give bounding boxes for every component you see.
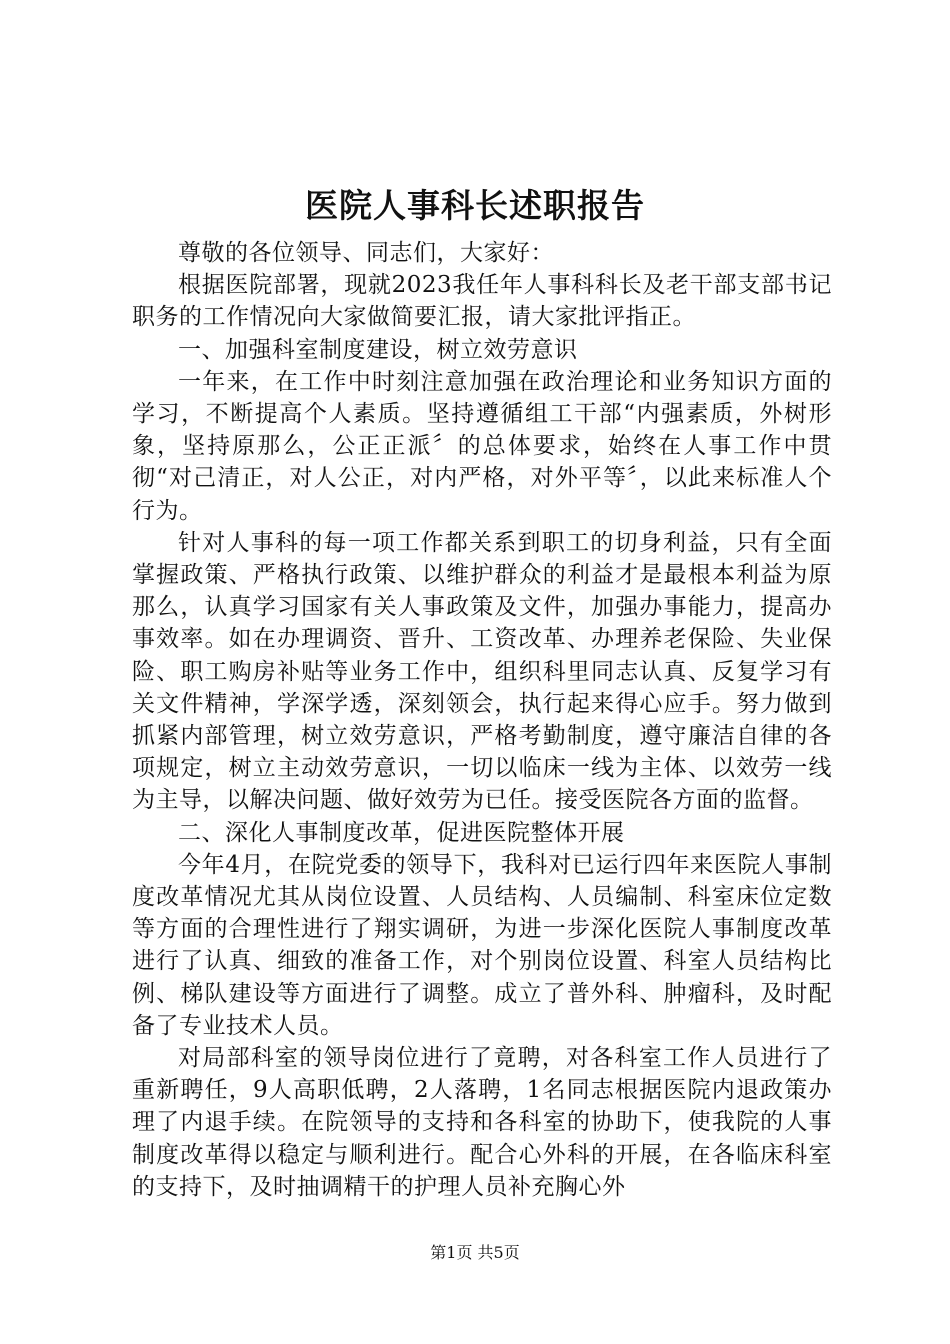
paragraph-reform: 今年4月，在院党委的领导下，我科对已运行四年来医院人事制度改革情况尤其从岗位设置、人员结构、人员编制、科室床位定数等方面的合理性进行了翔实调研，为进一步深化医院人事制度改革进行了认真、细致的准备工作，对个别岗位设置、科室人员结构比例、梯队建设等方面进行了调整。成立了普外科、肿瘤科，及时配备了专业技术人员。 [132,851,832,1039]
paragraph-appointments: 对局部科室的领导岗位进行了竟聘，对各科室工作人员进行了重新聘任，9人高职低聘，2人落聘，1名同志根据医院内退政策办理了内退手续。在院领导的支持和各科室的协助下，使我院的人事制度改革得以稳定与顺利进行。配合心外科的开展，在各临床科室的支持下，及时抽调精干的护理人员补充胸心外 [132,1045,832,1200]
page-number-footer: 第1页 共5页 [430,1243,520,1262]
paragraph-study: 一年来，在工作中时刻注意加强在政治理论和业务知识方面的学习，不断提高个人素质。坚持遵循组工干部“内强素质，外树形象，坚持原那么，公正正派〞的总体要求，始终在人事工作中贯彻“对己清正，对人公正，对内严格，对外平等〞，以此来标准人个行为。 [132,368,832,524]
document-title: 医院人事科长述职报告 [305,186,645,225]
paragraph-intro: 根据医院部署，现就2023我任年人事科科长及老干部支部书记职务的工作情况向大家做简要汇报，请大家批评指正。 [132,272,832,331]
document-body [132,237,832,1203]
section-heading-2: 二、深化人事制度改革，促进医院整体开展 [178,819,625,846]
section-heading-1: 一、加强科室制度建设，树立效劳意识 [178,336,578,363]
paragraph-greeting: 尊敬的各位领导、同志们，大家好： [178,240,554,266]
paragraph-policy: 针对人事科的每一项工作都关系到职工的切身利益，只有全面掌握政策、严格执行政策、以维护群众的利益才是最根本利益为原那么，认真学习国家有关人事政策及文件，加强办事能力，提高办事效率。如在办理调资、晋升、工资改革、办理养老保险、失业保险、职工购房补贴等业务工作中，组织科里同志认真、反复学习有关文件精神，学深学透，深刻领会，执行起来得心应手。努力做到抓紧内部管理，树立效劳意识，严格考勤制度，遵守廉洁自律的各项规定，树立主动效劳意识，一切以临床一线为主体、以效劳一线为主导，以解决问题、做好效劳为已任。接受医院各方面的监督。 [132,529,832,814]
